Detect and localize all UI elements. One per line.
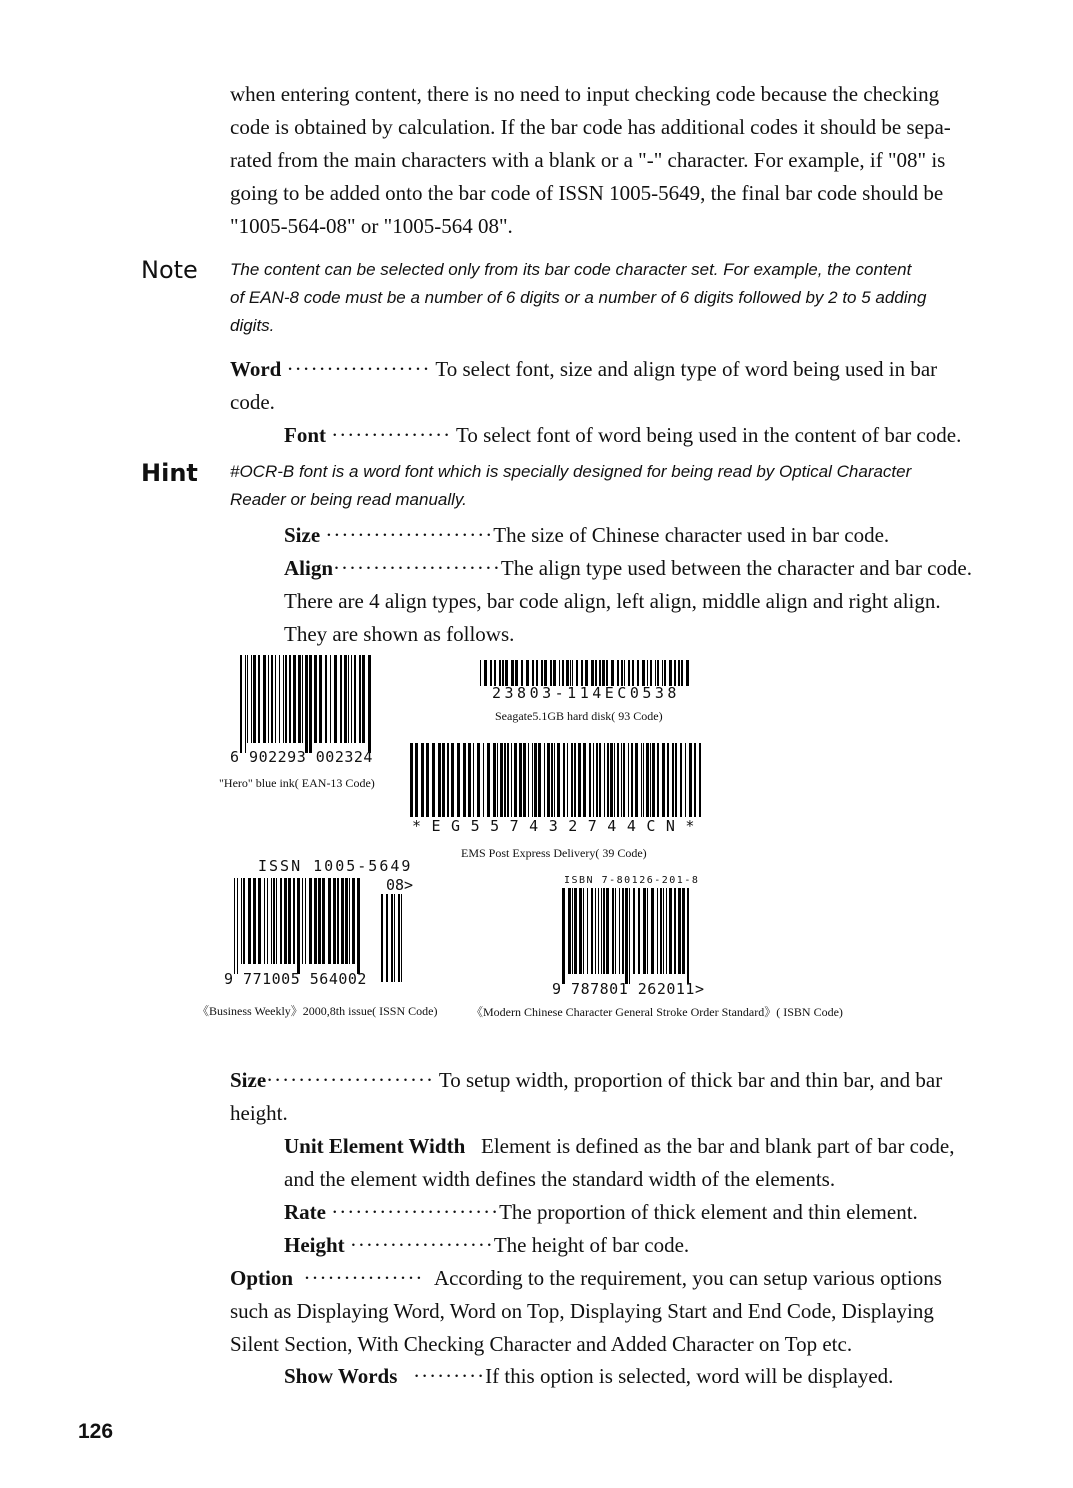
- barcode-bar: [606, 888, 609, 974]
- barcode-bar: [614, 743, 615, 817]
- barcode-bar: [499, 660, 501, 686]
- barcode-bar: [667, 743, 669, 817]
- issn-digits: 9 771005 564002: [224, 970, 367, 988]
- barcode-bar: [493, 743, 496, 817]
- barcode-bar: [568, 888, 571, 974]
- barcode-bar: [544, 743, 545, 817]
- barcode-bar: [572, 660, 573, 686]
- barcode-bar: [629, 888, 630, 984]
- barcode-bar: [345, 878, 348, 964]
- intro-line: rated from the main characters with a blank or a "-" character. For example, if "08" is: [230, 148, 946, 172]
- note-line: digits.: [230, 316, 275, 335]
- barcode-bar: [651, 888, 654, 974]
- barcode-bar: [647, 660, 648, 686]
- barcode-bar: [685, 743, 686, 817]
- size-section: [230, 1064, 942, 1130]
- barcode-bar: [589, 743, 591, 817]
- barcode-bar: [237, 878, 238, 974]
- barcode-bar: [521, 660, 523, 686]
- barcode-bar: [451, 743, 454, 817]
- barcode-bar: [245, 655, 246, 753]
- show-words-label: Show Words: [284, 1364, 398, 1388]
- barcode-bar: [583, 888, 584, 974]
- barcode-bar: [595, 660, 597, 686]
- barcode-bar: [553, 660, 556, 686]
- intro-line: "1005-564-08" or "1005-564 08".: [230, 214, 513, 238]
- barcode-bar: [615, 888, 616, 974]
- barcode-bar: [480, 660, 481, 686]
- barcode-bar: [624, 660, 625, 686]
- barcode-bar: [623, 743, 625, 817]
- barcode-bar: [314, 655, 317, 743]
- leader-dots: ·····················: [333, 556, 501, 580]
- barcode-bar: [669, 660, 672, 686]
- barcode-bar: [647, 888, 648, 974]
- barcode-bar: [572, 888, 573, 974]
- barcode-bar: [352, 878, 355, 964]
- intro-line: when entering content, there is no need to input checking code because the checking: [230, 82, 940, 106]
- barcode-bar: [587, 888, 588, 974]
- leader-dots: ·········: [413, 1364, 486, 1388]
- barcode-bar: [646, 743, 649, 817]
- barcode-bar: [601, 888, 602, 974]
- barcode-bar: [635, 743, 638, 817]
- barcode-bar: [341, 878, 344, 964]
- barcode-bar: [595, 888, 596, 974]
- barcode-bar: [562, 888, 565, 984]
- barcode-bar: [541, 660, 543, 686]
- barcode-bar: [657, 888, 658, 974]
- barcode-bar: [293, 655, 296, 743]
- show-words-description: If this option is selected, word will be displayed.: [485, 1364, 894, 1388]
- barcode-bar: [330, 655, 331, 743]
- ean13-digits: 6 902293 002324: [230, 748, 373, 766]
- barcode-bar: [362, 655, 365, 743]
- barcode-bar: [657, 743, 659, 817]
- barcode-bar: [554, 743, 555, 817]
- barcode-bar: [559, 660, 560, 686]
- note-line: of EAN-8 code must be a number of 6 digits or a number of 6 digits followed by 2 to 5 adding: [230, 288, 927, 307]
- barcode-bar: [581, 660, 583, 686]
- size-label: Size: [284, 523, 321, 547]
- isbn-digits: 9 787801 262011>: [552, 980, 705, 998]
- barcode-bar: [571, 743, 573, 817]
- barcode-bar: [442, 743, 445, 817]
- barcode-bar: [680, 743, 682, 817]
- barcode-bar: [536, 660, 538, 686]
- barcode-bar: [603, 888, 605, 974]
- barcode-bar: [641, 743, 642, 817]
- barcode-bar: [484, 660, 487, 686]
- barcode-bar: [674, 888, 676, 974]
- barcode-bar: [515, 660, 518, 686]
- barcode-bar: [604, 743, 605, 817]
- barcode-bar: [585, 660, 588, 686]
- barcode-bar: [526, 660, 529, 686]
- ean13-barcode: [240, 655, 372, 753]
- barcode-bar: [284, 878, 287, 964]
- barcode-bar: [612, 888, 614, 974]
- intro-paragraph: [230, 78, 951, 243]
- barcode-bar: [258, 655, 260, 743]
- barcode-bar: [298, 655, 301, 743]
- barcode-bar: [357, 878, 360, 974]
- barcode-bar: [593, 743, 594, 817]
- hint-tag: Hint: [141, 459, 198, 487]
- barcode-bar: [426, 743, 429, 817]
- barcode-bar: [660, 888, 662, 974]
- isbn-top-text: ISBN 7-80126-201-8: [564, 875, 700, 886]
- barcode-bar: [271, 878, 272, 964]
- barcode-bar: [591, 660, 594, 686]
- intro-line: code is obtained by calculation. If the bar code has additional codes it should be sepa-: [230, 115, 951, 139]
- barcode-bar: [391, 894, 393, 982]
- barcode-bar: [628, 660, 630, 686]
- barcode-bar: [381, 894, 383, 982]
- barcode-bar: [334, 655, 337, 743]
- barcode-bar: [309, 878, 312, 964]
- barcode-bar: [662, 743, 665, 817]
- barcode-bar: [477, 743, 480, 817]
- barcode-bar: [398, 894, 400, 982]
- ean13-caption: "Hero" blue ink( EAN-13 Code): [219, 776, 375, 790]
- barcode-bar: [276, 878, 277, 964]
- option-label: Option: [230, 1266, 294, 1290]
- barcode-bar: [359, 655, 361, 743]
- barcode-bar: [288, 878, 291, 964]
- leader-dots: ··················: [286, 357, 431, 381]
- barcode-bar: [686, 660, 689, 686]
- barcode-bar: [511, 743, 512, 817]
- barcode-bar: [275, 655, 276, 743]
- font-description: To select font of word being used in the content of bar code.: [456, 423, 962, 447]
- barcode-bar: [251, 655, 252, 743]
- barcode-bar: [243, 878, 245, 964]
- barcode-bar: [619, 888, 620, 974]
- barcode-bar: [574, 888, 577, 974]
- barcode-bar: [538, 743, 541, 817]
- issn-barcode: [234, 878, 362, 974]
- barcode-bar: [534, 743, 537, 817]
- barcode-bar: [551, 743, 553, 817]
- code39-caption: EMS Post Express Delivery( 39 Code): [461, 846, 647, 860]
- align-description: The align type used between the character and bar code.: [500, 556, 972, 580]
- barcode-bar: [273, 878, 275, 964]
- hint-text: [230, 458, 911, 514]
- barcode-bar: [547, 743, 550, 817]
- isbn-barcode: [562, 888, 692, 984]
- barcode-bar: [248, 878, 251, 964]
- barcode-bar: [621, 743, 622, 817]
- barcode-bar: [514, 743, 517, 817]
- barcode-bar: [511, 660, 514, 686]
- option-line: such as Displaying Word, Word on Top, Displaying Start and End Code, Displaying: [230, 1299, 934, 1323]
- barcode-bar: [309, 655, 312, 753]
- barcode-bar: [532, 743, 533, 817]
- barcode-bar: [401, 894, 402, 982]
- barcode-bar: [285, 655, 287, 743]
- page-number: 126: [78, 1420, 114, 1443]
- align-label: Align: [284, 556, 334, 580]
- issn-addon-barcode: [381, 894, 407, 982]
- barcode-bar: [583, 743, 586, 817]
- barcode-bar: [570, 660, 571, 686]
- barcode-bar: [617, 660, 619, 686]
- barcode-bar: [368, 655, 371, 753]
- barcode-bar: [234, 878, 235, 974]
- barcode-bar: [663, 888, 664, 974]
- barcode-bar: [264, 878, 265, 964]
- barcode-bar: [666, 888, 667, 974]
- barcode-bar: [631, 743, 633, 817]
- barcode-bar: [576, 660, 578, 686]
- barcode-bar: [602, 660, 605, 686]
- align-line: There are 4 align types, bar code align, left align, middle align and right align.: [284, 589, 941, 613]
- leader-dots: ···············: [331, 423, 452, 447]
- barcode-bar: [415, 743, 418, 817]
- barcode-bar: [468, 743, 471, 817]
- hint-line: Reader or being read manually.: [230, 490, 467, 509]
- barcode-bar: [410, 743, 413, 817]
- barcode-bar: [678, 660, 680, 686]
- unit-width-cont: and the element width defines the standard width of the elements.: [284, 1167, 836, 1191]
- note-line: The content can be selected only from its bar code character set. For example, the content: [230, 260, 912, 279]
- barcode-bar: [504, 743, 506, 817]
- barcode-bar: [579, 888, 582, 974]
- barcode-bar: [289, 655, 291, 743]
- barcode-bar: [662, 660, 663, 686]
- barcode-bar: [490, 660, 492, 686]
- barcode-bar: [678, 888, 681, 974]
- unit-width-description: Element is defined as the bar and blank part of bar code,: [481, 1134, 955, 1158]
- note-tag: Note: [141, 256, 198, 284]
- rate-description: The proportion of thick element and thin element.: [499, 1200, 918, 1224]
- barcode-bar: [421, 743, 424, 817]
- barcode-bar: [328, 878, 331, 964]
- barcode-bar: [599, 743, 601, 817]
- height-description: The height of bar code.: [493, 1233, 690, 1257]
- barcode-bar: [348, 655, 349, 743]
- size-section-label: Size: [230, 1068, 267, 1092]
- font-entry: [284, 419, 961, 452]
- word-description: To select font, size and align type of word being used in bar: [435, 357, 938, 381]
- barcode-bar: [457, 743, 460, 817]
- barcode-bar: [643, 743, 644, 817]
- barcode-bar: [672, 743, 674, 817]
- barcode-bar: [318, 878, 321, 964]
- hint-line: #OCR-B font is a word font which is specially designed for being read by Optical Character: [230, 462, 912, 481]
- barcode-bar: [611, 660, 614, 686]
- code39-digits: *EG557432744CN*: [412, 817, 705, 835]
- barcode-bar: [674, 660, 676, 686]
- barcode-bar: [463, 743, 466, 817]
- barcode-bar: [487, 743, 490, 817]
- barcode-bar: [505, 660, 508, 686]
- barcode-bar: [574, 743, 576, 817]
- barcode-bar: [689, 743, 692, 817]
- barcode-bar: [633, 888, 635, 974]
- barcode-bar: [562, 660, 564, 686]
- barcode-bar: [314, 878, 317, 964]
- barcode-bar: [507, 743, 509, 817]
- code93-caption: Seagate5.1GB hard disk( 93 Code): [495, 709, 663, 723]
- show-words-entry: [284, 1360, 893, 1393]
- barcode-bar: [687, 888, 689, 984]
- leader-dots: ·····················: [331, 1200, 500, 1224]
- barcode-bar: [643, 888, 646, 974]
- size-section-cont: height.: [230, 1101, 288, 1125]
- barcode-bar: [337, 878, 339, 964]
- issn-caption: 《Business Weekly》2000,8th issue( ISSN Code): [197, 1004, 438, 1018]
- option-line: Silent Section, With Checking Character and Added Character on Top etc.: [230, 1332, 853, 1356]
- barcode-bar: [438, 743, 441, 817]
- intro-line: going to be added onto the bar code of ISSN 1005-5649, the final bar code should be: [230, 181, 944, 205]
- barcode-bar: [268, 655, 269, 743]
- leader-dots: ·····················: [266, 1068, 435, 1092]
- barcode-bar: [302, 878, 303, 964]
- barcode-bar: [386, 894, 388, 982]
- barcode-bar: [596, 743, 598, 817]
- barcode-bar: [664, 660, 666, 686]
- barcode-bar: [699, 743, 701, 817]
- unit-width-label: Unit Element Width: [284, 1134, 466, 1158]
- barcode-bar: [344, 655, 347, 743]
- barcode-bar: [599, 660, 601, 686]
- barcode-bar: [322, 878, 325, 964]
- issn-addon-text: 08>: [386, 876, 414, 894]
- barcode-bar: [628, 743, 629, 817]
- word-entry: [230, 353, 937, 419]
- barcode-bar: [340, 655, 342, 743]
- barcode-bar: [500, 743, 503, 817]
- size-section-description: To setup width, proportion of thick bar and thin bar, and bar: [438, 1068, 943, 1092]
- word-label: Word: [230, 357, 282, 381]
- barcode-bar: [247, 655, 248, 743]
- leader-dots: ··················: [349, 1233, 494, 1257]
- note-text: [230, 256, 926, 340]
- barcode-bar: [293, 878, 295, 964]
- barcode-bar: [523, 743, 526, 817]
- height-label: Height: [284, 1233, 345, 1257]
- barcode-bar: [271, 655, 273, 743]
- barcode-bar: [497, 743, 498, 817]
- barcode-bar: [682, 888, 685, 974]
- barcode-bar: [267, 878, 268, 964]
- barcode-bar: [632, 660, 634, 686]
- barcode-bar: [394, 894, 395, 982]
- barcode-bar: [283, 655, 284, 743]
- barcode-bar: [578, 743, 581, 817]
- barcode-bar: [610, 743, 613, 817]
- option-description: According to the requirement, you can setup various options: [433, 1266, 942, 1290]
- barcode-bar: [333, 878, 336, 964]
- barcode-bar: [655, 660, 656, 686]
- barcode-bar: [240, 655, 242, 753]
- code93-digits: 23803-114EC0538: [492, 684, 680, 702]
- barcode-bar: [432, 743, 435, 817]
- leader-dots: ···············: [303, 1266, 424, 1290]
- barcode-bar: [669, 888, 672, 974]
- barcode-bar: [279, 655, 280, 743]
- barcode-bar: [302, 655, 303, 743]
- barcode-bar: [473, 743, 474, 817]
- barcode-bar: [652, 743, 655, 817]
- align-line: They are shown as follows.: [284, 622, 515, 646]
- font-label: Font: [284, 423, 326, 447]
- size-align-entries: [284, 519, 972, 651]
- barcode-bar: [502, 660, 504, 686]
- barcode-bar: [598, 888, 599, 974]
- leader-dots: ·····················: [325, 523, 494, 547]
- barcode-bar: [563, 743, 565, 817]
- barcode-bar: [567, 743, 568, 817]
- barcode-bar: [297, 878, 300, 974]
- barcode-bar: [637, 660, 639, 686]
- option-section: [230, 1262, 942, 1361]
- barcode-bar: [319, 655, 322, 743]
- barcode-bar: [550, 660, 552, 686]
- barcode-bar: [519, 743, 522, 817]
- barcode-bar: [494, 660, 496, 686]
- barcode-bar: [566, 660, 569, 686]
- barcode-bar: [642, 660, 645, 686]
- barcode-bar: [253, 655, 256, 743]
- issn-top-text: ISSN 1005-5649: [258, 857, 413, 875]
- barcode-bar: [528, 743, 529, 817]
- barcode-bar: [351, 655, 352, 743]
- barcode-bar: [253, 878, 256, 964]
- barcode-bar: [606, 660, 608, 686]
- barcode-bar: [694, 743, 696, 817]
- barcode-bar: [657, 660, 659, 686]
- size-description: The size of Chinese character used in bar code.: [493, 523, 890, 547]
- barcode-bar: [280, 878, 282, 964]
- barcode-bar: [607, 743, 609, 817]
- barcode-bar: [675, 743, 677, 817]
- barcode-bar: [621, 660, 623, 686]
- barcode-bar: [650, 743, 651, 817]
- barcode-bar: [650, 660, 652, 686]
- code93-barcode: [480, 660, 690, 686]
- barcode-bar: [591, 888, 593, 974]
- size-subentries: [284, 1130, 954, 1262]
- barcode-bar: [557, 743, 560, 817]
- barcode-bar: [622, 888, 624, 974]
- barcode-bar: [241, 878, 242, 964]
- barcode-bar: [532, 660, 534, 686]
- barcode-bar: [625, 888, 628, 984]
- barcode-bar: [681, 660, 683, 686]
- barcode-bar: [354, 655, 356, 743]
- word-description-cont: code.: [230, 390, 275, 414]
- barcode-bar: [263, 655, 266, 743]
- isbn-caption: 《Modern Chinese Character General Stroke Order Standard》( ISBN Code): [471, 1005, 843, 1019]
- barcode-bar: [349, 878, 350, 964]
- barcode-bar: [305, 655, 308, 753]
- barcode-bar: [325, 655, 327, 743]
- barcode-bar: [258, 878, 261, 964]
- barcode-bar: [638, 888, 640, 974]
- barcode-bar: [447, 743, 449, 817]
- barcode-bar: [617, 743, 619, 817]
- barcode-bar: [305, 878, 306, 964]
- barcode-bar: [483, 743, 484, 817]
- barcode-bar: [544, 660, 547, 686]
- rate-label: Rate: [284, 1200, 326, 1224]
- code39-barcode: [410, 743, 704, 817]
